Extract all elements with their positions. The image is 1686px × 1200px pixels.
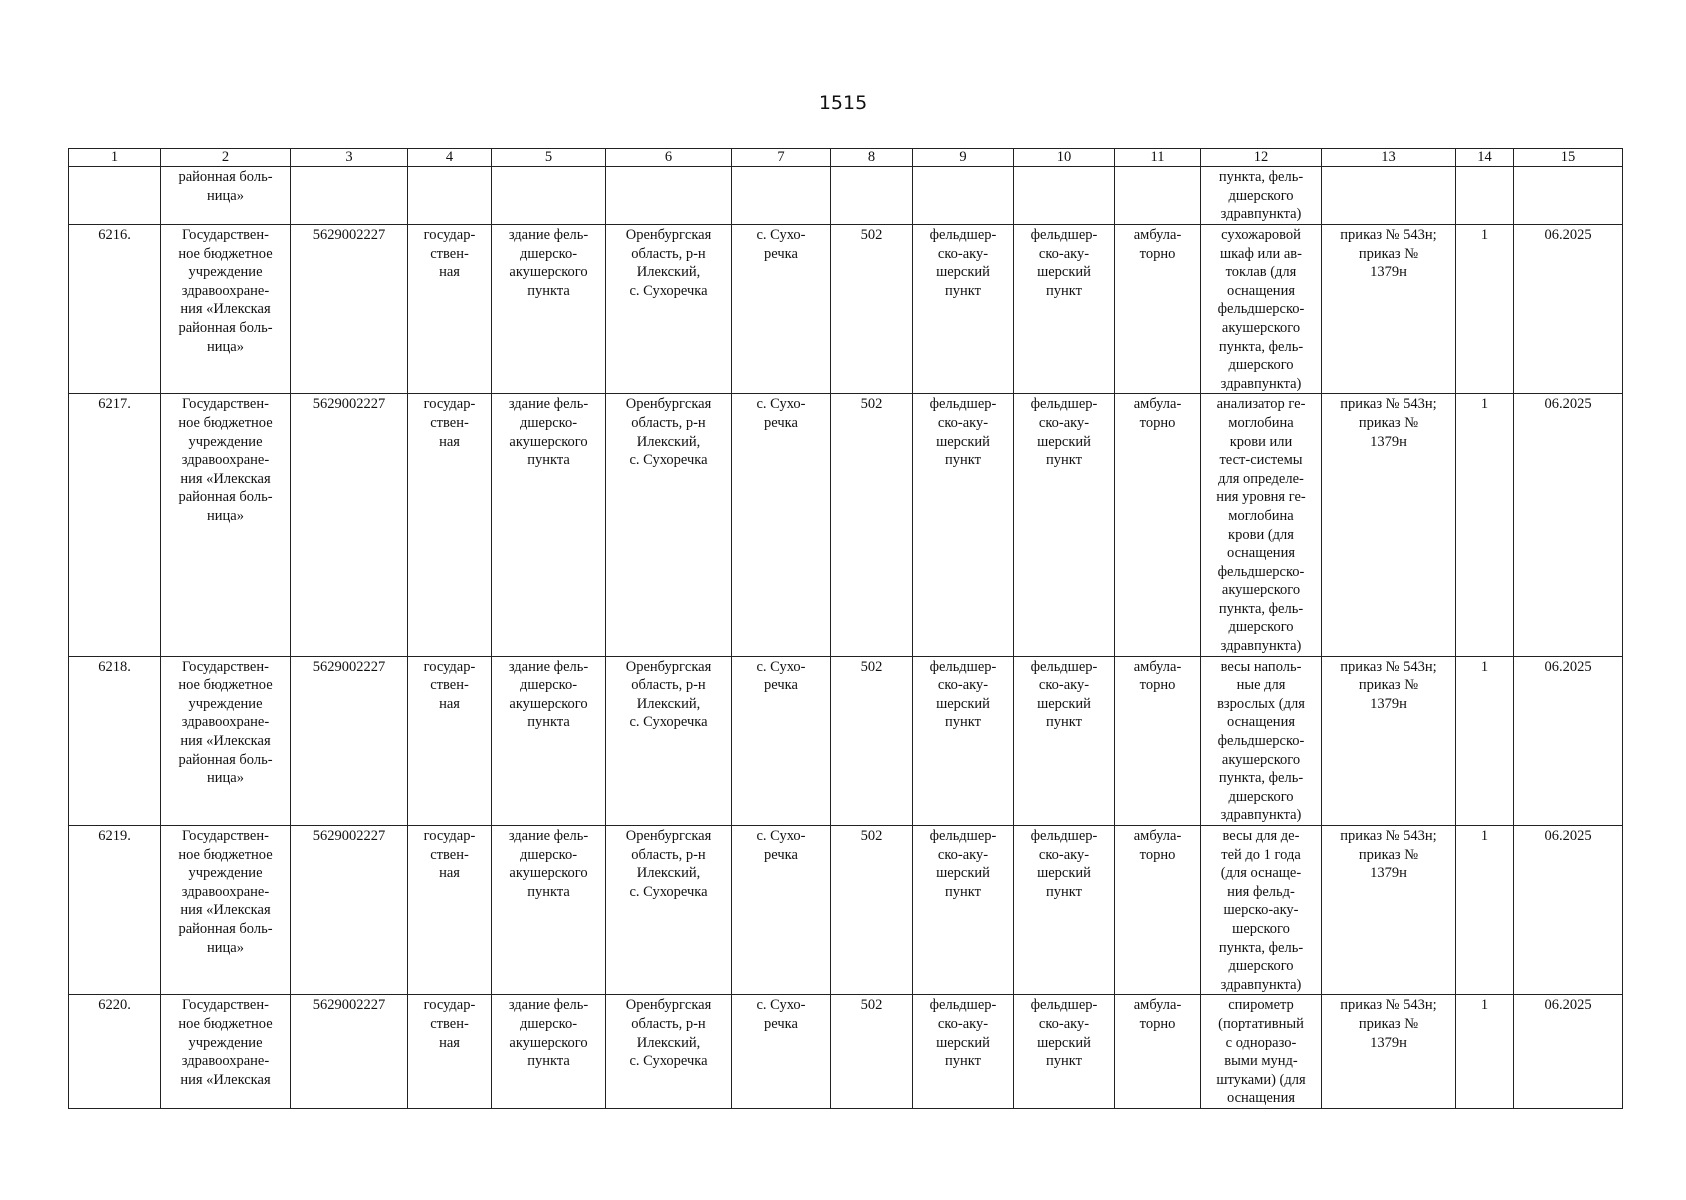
address-cell: Оренбургская область, р-н Илекский, с. Сухоречка <box>606 656 732 825</box>
column-header: 8 <box>831 149 913 167</box>
building-cell: здание фель- дшерско- акушерского пункта <box>492 394 606 656</box>
quantity-cell: 1 <box>1456 656 1514 825</box>
address-cell: Оренбургская область, р-н Илекский, с. Сухоречка <box>606 225 732 394</box>
organization-cell: Государствен- ное бюджетное учреждение здравоохране- ния «Илекская районная боль- ница» <box>161 394 291 656</box>
empty-cell <box>1014 167 1115 225</box>
column-header: 12 <box>1201 149 1322 167</box>
inn-cell: 5629002227 <box>291 995 408 1109</box>
building-cell: здание фель- дшерско- акушерского пункта <box>492 995 606 1109</box>
date-cell: 06.2025 <box>1514 656 1623 825</box>
registry-table <box>68 148 1623 1109</box>
facility-unit-cell: фельдшер- ско-аку- шерский пункт <box>1014 394 1115 656</box>
empty-cell <box>1514 167 1623 225</box>
code-cell: 502 <box>831 826 913 995</box>
locality-cell: с. Сухо- речка <box>732 394 831 656</box>
address-cell: Оренбургская область, р-н Илекский, с. Сухоречка <box>606 394 732 656</box>
facility-unit-cell: фельдшер- ско-аку- шерский пункт <box>1014 656 1115 825</box>
column-header: 4 <box>408 149 492 167</box>
orders-cell: приказ № 543н; приказ № 1379н <box>1322 995 1456 1109</box>
row-number-cell: 6218. <box>69 656 161 825</box>
facility-type-cell: фельдшер- ско-аку- шерский пункт <box>913 656 1014 825</box>
orders-cell: приказ № 543н; приказ № 1379н <box>1322 656 1456 825</box>
ownership-cell: государ- ствен- ная <box>408 826 492 995</box>
date-cell: 06.2025 <box>1514 394 1623 656</box>
facility-unit-cell: фельдшер- ско-аку- шерский пункт <box>1014 826 1115 995</box>
inn-cell: 5629002227 <box>291 826 408 995</box>
facility-type-cell: фельдшер- ско-аку- шерский пункт <box>913 394 1014 656</box>
quantity-cell: 1 <box>1456 826 1514 995</box>
organization-cell: Государствен- ное бюджетное учреждение здравоохране- ния «Илекская районная боль- ница» <box>161 656 291 825</box>
locality-cell: с. Сухо- речка <box>732 826 831 995</box>
empty-cell <box>492 167 606 225</box>
code-cell: 502 <box>831 225 913 394</box>
date-cell: 06.2025 <box>1514 995 1623 1109</box>
quantity-cell: 1 <box>1456 995 1514 1109</box>
organization-cell: Государствен- ное бюджетное учреждение здравоохране- ния «Илекская районная боль- ница» <box>161 826 291 995</box>
date-cell: 06.2025 <box>1514 225 1623 394</box>
facility-type-cell: фельдшер- ско-аку- шерский пункт <box>913 995 1014 1109</box>
column-header: 5 <box>492 149 606 167</box>
continuation-row <box>69 167 1623 225</box>
address-cell: Оренбургская область, р-н Илекский, с. Сухоречка <box>606 995 732 1109</box>
empty-cell <box>831 167 913 225</box>
column-header: 3 <box>291 149 408 167</box>
equipment-cell: пункта, фель- дшерского здравпункта) <box>1201 167 1322 225</box>
equipment-cell: спирометр (портативный с одноразо- выми мунд- штуками) (для оснащения <box>1201 995 1322 1109</box>
empty-cell <box>732 167 831 225</box>
building-cell: здание фель- дшерско- акушерского пункта <box>492 826 606 995</box>
care-mode-cell: амбула- торно <box>1115 656 1201 825</box>
empty-cell <box>291 167 408 225</box>
organization-cell: Государствен- ное бюджетное учреждение здравоохране- ния «Илекская <box>161 995 291 1109</box>
ownership-cell: государ- ствен- ная <box>408 225 492 394</box>
organization-cell: районная боль- ница» <box>161 167 291 225</box>
organization-cell: Государствен- ное бюджетное учреждение здравоохране- ния «Илекская районная боль- ница» <box>161 225 291 394</box>
date-cell: 06.2025 <box>1514 826 1623 995</box>
empty-cell <box>1456 167 1514 225</box>
equipment-cell: весы наполь- ные для взрослых (для оснащения фельдшерско- акушерского пункта, фель- дшерского здравпункта) <box>1201 656 1322 825</box>
column-header: 6 <box>606 149 732 167</box>
equipment-cell: анализатор ге- моглобина крови или тест-системы для определе- ния уровня ге- моглобина крови (для оснащения фельдшерско- акушерского пункта, фель- дшерского здравпункта) <box>1201 394 1322 656</box>
code-cell: 502 <box>831 995 913 1109</box>
building-cell: здание фель- дшерско- акушерского пункта <box>492 656 606 825</box>
table-row <box>69 394 1623 656</box>
empty-cell <box>1322 167 1456 225</box>
empty-cell <box>1115 167 1201 225</box>
care-mode-cell: амбула- торно <box>1115 394 1201 656</box>
ownership-cell: государ- ствен- ная <box>408 394 492 656</box>
column-header: 2 <box>161 149 291 167</box>
quantity-cell: 1 <box>1456 394 1514 656</box>
empty-cell <box>606 167 732 225</box>
column-header: 15 <box>1514 149 1623 167</box>
row-number-cell: 6219. <box>69 826 161 995</box>
column-header: 14 <box>1456 149 1514 167</box>
building-cell: здание фель- дшерско- акушерского пункта <box>492 225 606 394</box>
ownership-cell: государ- ствен- ная <box>408 656 492 825</box>
row-number-cell: 6220. <box>69 995 161 1109</box>
column-header: 1 <box>69 149 161 167</box>
orders-cell: приказ № 543н; приказ № 1379н <box>1322 826 1456 995</box>
row-number-cell: 6216. <box>69 225 161 394</box>
facility-unit-cell: фельдшер- ско-аку- шерский пункт <box>1014 225 1115 394</box>
orders-cell: приказ № 543н; приказ № 1379н <box>1322 225 1456 394</box>
address-cell: Оренбургская область, р-н Илекский, с. Сухоречка <box>606 826 732 995</box>
column-header: 13 <box>1322 149 1456 167</box>
row-number-cell: 6217. <box>69 394 161 656</box>
column-header: 10 <box>1014 149 1115 167</box>
column-number-row <box>69 149 1623 167</box>
inn-cell: 5629002227 <box>291 656 408 825</box>
empty-cell <box>69 167 161 225</box>
quantity-cell: 1 <box>1456 225 1514 394</box>
column-header: 7 <box>732 149 831 167</box>
care-mode-cell: амбула- торно <box>1115 995 1201 1109</box>
locality-cell: с. Сухо- речка <box>732 656 831 825</box>
locality-cell: с. Сухо- речка <box>732 995 831 1109</box>
empty-cell <box>913 167 1014 225</box>
inn-cell: 5629002227 <box>291 394 408 656</box>
care-mode-cell: амбула- торно <box>1115 225 1201 394</box>
page-number: 1515 <box>818 92 868 114</box>
code-cell: 502 <box>831 394 913 656</box>
equipment-cell: весы для де- тей до 1 года (для оснаще- ния фельд- шерско-аку- шерского пункта, фель- дшерского здравпункта) <box>1201 826 1322 995</box>
empty-cell <box>408 167 492 225</box>
inn-cell: 5629002227 <box>291 225 408 394</box>
table-row <box>69 995 1623 1109</box>
column-header: 9 <box>913 149 1014 167</box>
table-row <box>69 225 1623 394</box>
ownership-cell: государ- ствен- ная <box>408 995 492 1109</box>
table-row <box>69 656 1623 825</box>
equipment-cell: сухожаровой шкаф или ав- токлав (для оснащения фельдшерско- акушерского пункта, фель- дшерского здравпункта) <box>1201 225 1322 394</box>
orders-cell: приказ № 543н; приказ № 1379н <box>1322 394 1456 656</box>
facility-unit-cell: фельдшер- ско-аку- шерский пункт <box>1014 995 1115 1109</box>
locality-cell: с. Сухо- речка <box>732 225 831 394</box>
facility-type-cell: фельдшер- ско-аку- шерский пункт <box>913 225 1014 394</box>
code-cell: 502 <box>831 656 913 825</box>
table-row <box>69 826 1623 995</box>
column-header: 11 <box>1115 149 1201 167</box>
care-mode-cell: амбула- торно <box>1115 826 1201 995</box>
facility-type-cell: фельдшер- ско-аку- шерский пункт <box>913 826 1014 995</box>
